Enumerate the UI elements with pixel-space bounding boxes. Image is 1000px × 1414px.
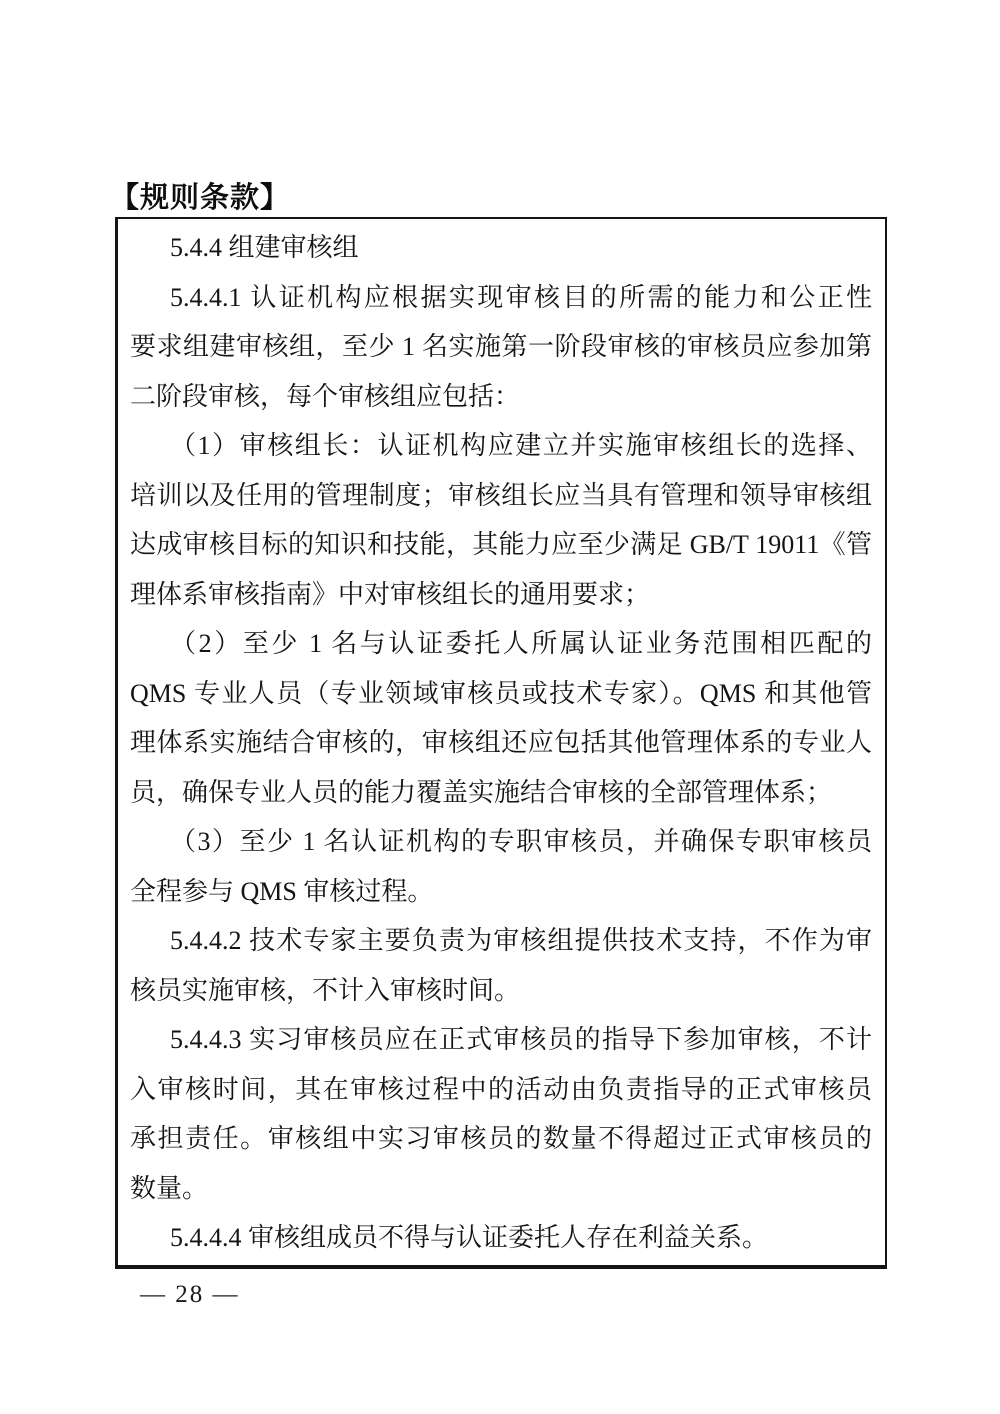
clause-5-4-4-1 [130,273,872,422]
clause-5-4-4-3 [130,1015,872,1213]
text-line: 入审核时间，其在审核过程中的活动由负责指导的正式审核员 [130,1074,872,1104]
text-line: 理体系实施结合审核的，审核组还应包括其他管理体系的专业人 [130,728,872,757]
text-line: 二阶段审核，每个审核组应包括： [130,381,521,411]
text-line: （3）至少 1 名认证机构的专职审核员，并确保专职审核员 [170,827,872,856]
page-number: — 28 — [140,1280,240,1308]
text-line: （2）至少 1 名与认证委托人所属认证业务范围相匹配的 [170,629,872,658]
text-line: 5.4.4.1 认证机构应根据实现审核目的所需的能力和公正性 [170,282,872,312]
text-line: 5.4.4.3 实习审核员应在正式审核员的指导下参加审核，不计 [170,1025,872,1054]
text-line: QMS 专业人员（专业领域审核员或技术专家）。QMS 和其他管 [130,678,872,708]
text-line: 5.4.4.2 技术专家主要负责为审核组提供技术支持，不作为审 [170,926,872,955]
clause-item-2 [130,619,872,817]
clause-5-4-4-2 [130,916,872,1015]
section-label: 【规则条款】 [110,182,291,214]
clause-5-4-4 [130,223,872,273]
text-line: 5.4.4 组建审核组 [170,233,359,262]
text-line: （1）审核组长：认证机构应建立并实施审核组长的选择、 [170,431,872,460]
text-line: 达成审核目标的知识和技能，其能力应至少满足 GB/T 19011《管 [130,530,872,559]
text-line: 理体系审核指南》中对审核组长的通用要求； [130,579,651,609]
text-line: 承担责任。审核组中实习审核员的数量不得超过正式审核员的 [130,1124,872,1153]
text-line: 数量。 [130,1173,209,1203]
rules-box [115,217,887,1269]
text-line: 全程参与 QMS 审核过程。 [130,876,434,906]
text-line: 核员实施审核，不计入审核时间。 [130,975,521,1005]
text-line: 要求组建审核组，至少 1 名实施第一阶段审核的审核员应参加第 [130,332,872,361]
clause-item-3 [130,817,872,916]
clause-item-1 [130,421,872,619]
text-line: 培训以及任用的管理制度；审核组长应当具有管理和领导审核组 [130,480,872,510]
clause-5-4-4-4 [130,1213,872,1263]
text-line: 员，确保专业人员的能力覆盖实施结合审核的全部管理体系； [130,777,833,807]
text-line: 5.4.4.4 审核组成员不得与认证委托人存在利益关系。 [170,1223,769,1252]
